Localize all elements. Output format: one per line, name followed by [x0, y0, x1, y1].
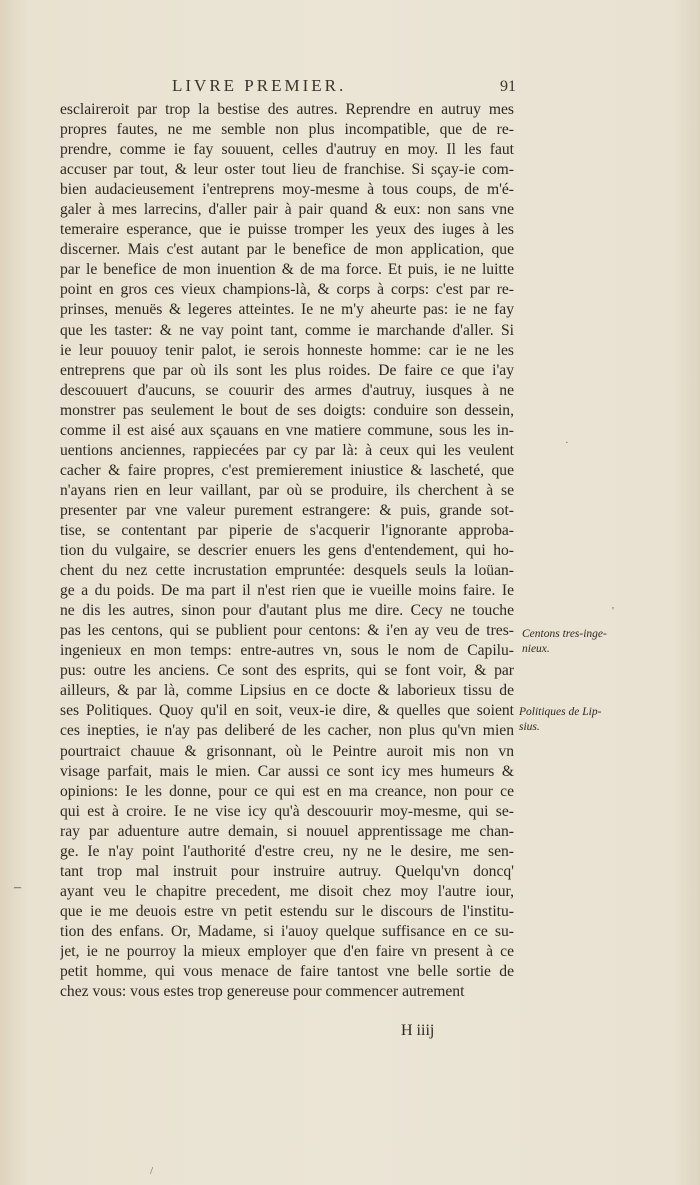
marginal-note-line: Politiques de Lip-: [519, 706, 602, 718]
text-line: n'ayans rien en leur vaillant, par où se produire, ils cherchent à se: [60, 481, 514, 499]
text-line: discerner. Mais c'est autant par le benefice de mon application, que: [60, 241, 514, 259]
marginal-note-politiques: [519, 705, 627, 735]
page-number: 91: [500, 78, 516, 95]
text-line: ayant veu le chapitre precedent, me disoit chez moy l'autre iour,: [60, 882, 514, 900]
margin-speck-mark: ·: [565, 437, 569, 449]
text-line: tion du vulgaire, se descrier enuers les gens d'entendement, qui ho-: [60, 542, 514, 560]
text-line: galer à mes larrecins, d'aller pair à pair quand & eux: non sans vne: [60, 201, 514, 219]
text-line: ge a du poids. De ma part il n'est rien que ie vueille moins faire. Ie: [60, 582, 514, 600]
text-line: point en gros ces vieux champions-là, & corps à corps: c'est par re-: [60, 281, 514, 299]
marginal-note-line: Centons tres-inge-: [522, 628, 607, 640]
text-line: chez vous: vous estes trop genereuse pour commencer autrement: [60, 983, 465, 1001]
text-line: jet, ie ne pourroy la mieux employer que d'en faire vn present à ce: [60, 942, 514, 960]
text-line: tion des enfans. Or, Madame, si i'auoy quelque suffisance en ce su-: [60, 922, 514, 940]
text-line: ne dis les autres, sinon pour d'autant plus me dire. Cecy ne touche: [60, 602, 514, 620]
text-line: que les taster: & ne vay point tant, comme ie marchande d'aller. Si: [60, 321, 514, 339]
text-line: entreprens que par où ils sont les plus roides. De faire ce que i'ay: [60, 361, 514, 379]
text-line: esclaireroit par trop la bestise des autres. Reprendre en autruy mes: [60, 101, 514, 118]
text-line: accuser par tout, & leur oster tout lieu de franchise. Si sçay-ie com-: [60, 161, 514, 179]
margin-dash-mark: –: [14, 880, 21, 895]
text-line: uentions anciennes, rappiecées par cy par là: à ceux qui les veulent: [60, 441, 514, 459]
text-line: que ie me deuois estre vn petit estendu sur le discours de l'institu-: [60, 902, 514, 920]
text-line: ses Politiques. Quoy qu'il en soit, veux-ie dire, & quelles que soient: [60, 702, 514, 720]
text-line: petit homme, qui vous menace de faire tantost vne belle sortie de: [60, 963, 514, 981]
text-line: chent du nez cette incrustation empruntée: desquels seuls la loüan-: [60, 562, 514, 580]
text-line: pas les centons, qui se publient pour centons: & i'en ay veu de tres-: [60, 622, 514, 640]
marginal-note-centons: [522, 627, 630, 657]
text-line: tant trop mal instruit pour instruire autruy. Quelqu'vn doncq': [60, 862, 514, 880]
page-foot-speck-mark: /: [150, 1165, 154, 1177]
text-line: ge. Ie n'ay point l'authorité d'estre creu, ny ne le desire, me sen-: [60, 842, 514, 860]
text-line: ray par aduenture autre demain, si nouuel apprentissage me chan-: [60, 822, 514, 840]
text-line: visage parfait, mais le mien. Car aussi ce sont icy mes humeurs &: [60, 762, 514, 780]
text-line: pus: outre les anciens. Ce sont des esprits, qui se font voir, & par: [60, 662, 514, 680]
text-line: ingenieux en mon temps: entre-autres vn, sous le nom de Capilu-: [60, 642, 514, 660]
text-line: cacher & faire propres, c'est premierement iniustice & lascheté, que: [60, 461, 514, 479]
text-line: prinses, menuës & legeres atteintes. Ie ne m'y aheurte pas: ie ne fay: [60, 301, 514, 319]
text-line: monstrer pas seulement le bout de ses doigts: conduire son dessein,: [60, 401, 514, 419]
text-line: pourtraict chauue & grisonnant, où le Peintre auroit mis non vn: [60, 742, 514, 760]
running-title: LIVRE PREMIER.: [172, 76, 347, 95]
text-line: qui est à croire. Ie ne vise icy qu'à descouurir moy-mesme, qui se-: [60, 802, 514, 820]
text-line: temeraire esperance, que ie puisse tromper les yeux des iuges à les: [60, 221, 514, 239]
text-line: descouuert d'aucuns, se couurir des armes d'autruy, iusques à ne: [60, 381, 514, 399]
text-line: prendre, comme ie fay souuent, celles d'autruy en moy. Il les faut: [60, 141, 514, 159]
marginal-note-line: nieux.: [522, 643, 550, 655]
margin-speck-mark: ': [612, 605, 614, 617]
main-text-block: [60, 100, 514, 1002]
text-line: tise, se contentant par piperie de s'acquerir l'ignorante approba-: [60, 521, 514, 539]
text-line: propres fautes, ne me semble non plus incompatible, que de re-: [60, 121, 514, 139]
text-line: opinions: Ie les donne, pour ce qui est en ma creance, non pour ce: [60, 782, 514, 800]
text-line: presenter par vne valeur purement estrangere: & puis, grande sot-: [60, 501, 514, 519]
marginal-note-line: sius.: [519, 721, 540, 733]
text-line: ailleurs, & par là, comme Lipsius en ce docte & laborieux tissu de: [60, 682, 514, 700]
text-line: ie leur pouuoy tenir palot, ie serois honneste homme: car ie ne les: [60, 341, 514, 359]
signature-mark: H iiij: [401, 1022, 435, 1039]
text-line: ces inepties, ie n'ay pas deliberé de les cacher, non plus qu'vn mien: [60, 722, 514, 740]
text-line: bien audacieusement i'entreprens moy-mesme à tous coups, de m'é-: [60, 181, 514, 199]
text-line: par le benefice de mon inuention & de ma force. Et puis, ie ne luitte: [60, 261, 514, 279]
text-line: comme il est aisé aux sçauans en vne matiere commune, sous les in-: [60, 421, 514, 439]
